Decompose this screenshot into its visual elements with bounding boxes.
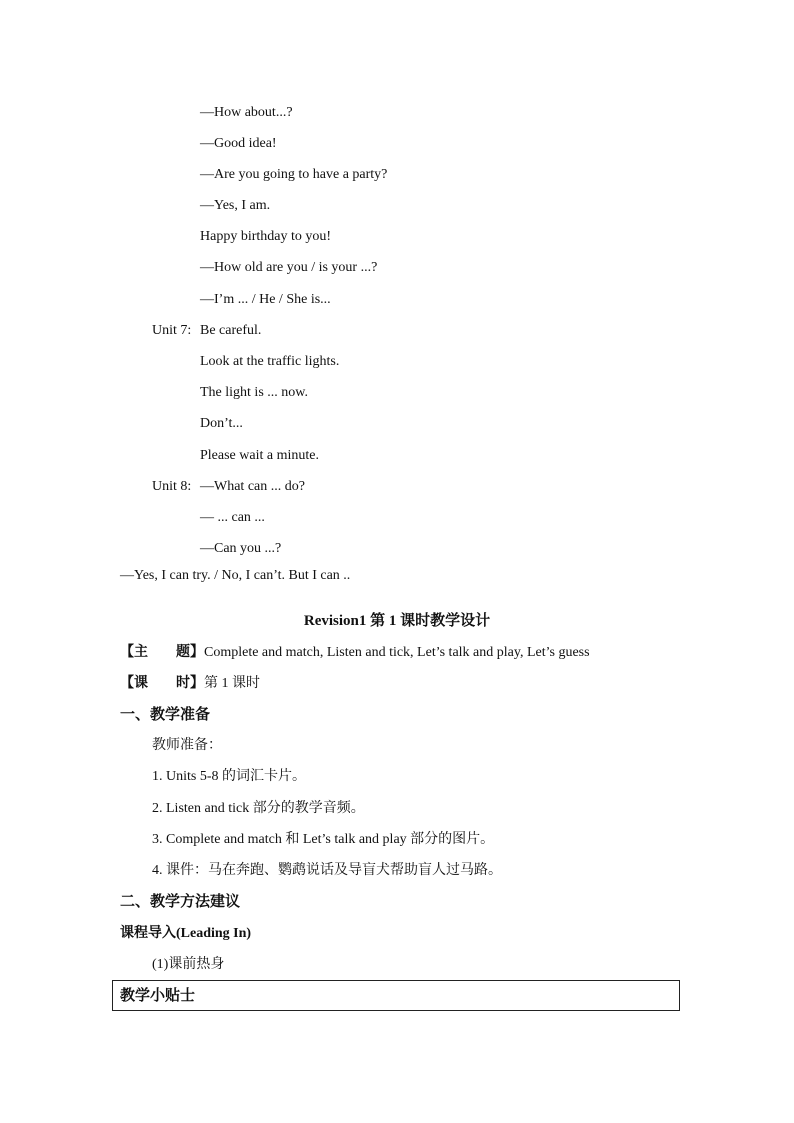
topic-row — [120, 644, 590, 662]
period-label-close: 时】 — [176, 676, 204, 691]
unit8-label: Unit 8: — [152, 479, 192, 494]
topic-label-close: 题】 — [176, 645, 204, 660]
prep-item-3: 3. Complete and match 和 Let’s talk and play 部分的图片。 — [152, 832, 495, 847]
dialog-line-6: —How old are you / is your ...? — [200, 260, 378, 275]
section2-heading: 二、教学方法建议 — [120, 894, 241, 910]
period-row — [120, 675, 260, 693]
dialog-line-7: —I’m ... / He / She is... — [200, 292, 331, 307]
dialog-line-1: —How about...? — [200, 105, 293, 120]
lesson-title: Revision1 第 1 课时教学设计 — [303, 613, 491, 629]
dialog-line-2: —Good idea! — [200, 136, 277, 151]
unit7-line-3: Don’t... — [200, 416, 243, 431]
unit7-line-4: Please wait a minute. — [200, 448, 319, 463]
warmup-item: (1)课前热身 — [152, 957, 225, 972]
unit7-line-2: The light is ... now. — [200, 385, 308, 400]
section1-heading: 一、教学准备 — [120, 707, 211, 723]
tips-box-label: 教学小贴士 — [120, 988, 196, 1004]
period-label-open: 【课 — [120, 676, 148, 691]
prep-item-2: 2. Listen and tick 部分的教学音频。 — [152, 801, 365, 816]
dialog-line-5: Happy birthday to you! — [200, 229, 332, 244]
section2-sub: 课程导入(Leading In) — [120, 926, 252, 941]
topic-text: Complete and match, Listen and tick, Let’s talk and play, Let’s guess — [204, 645, 590, 660]
unit7-line-1: Look at the traffic lights. — [200, 354, 340, 369]
prep-item-4: 4. 课件：马在奔跑、鹦鹉说话及导盲犬帮助盲人过马路。 — [152, 863, 502, 878]
unit8-line-1: — ... can ... — [200, 510, 265, 525]
period-text: 第 1 课时 — [204, 676, 260, 691]
section1-sub: 教师准备： — [152, 738, 222, 753]
unit7-label: Unit 7: — [152, 323, 192, 338]
dialog-line-3: —Are you going to have a party? — [200, 167, 388, 182]
unit7-first-line: Be careful. — [200, 323, 262, 338]
last-dialog-line: —Yes, I can try. / No, I can’t. But I can .. — [120, 568, 351, 583]
dialog-line-4: —Yes, I am. — [200, 198, 271, 213]
topic-label-open: 【主 — [120, 645, 148, 660]
prep-item-1: 1. Units 5-8 的词汇卡片。 — [152, 769, 306, 784]
tips-box — [112, 980, 680, 1011]
unit8-line-2: —Can you ...? — [200, 541, 282, 556]
unit8-first-line: —What can ... do? — [200, 479, 305, 494]
